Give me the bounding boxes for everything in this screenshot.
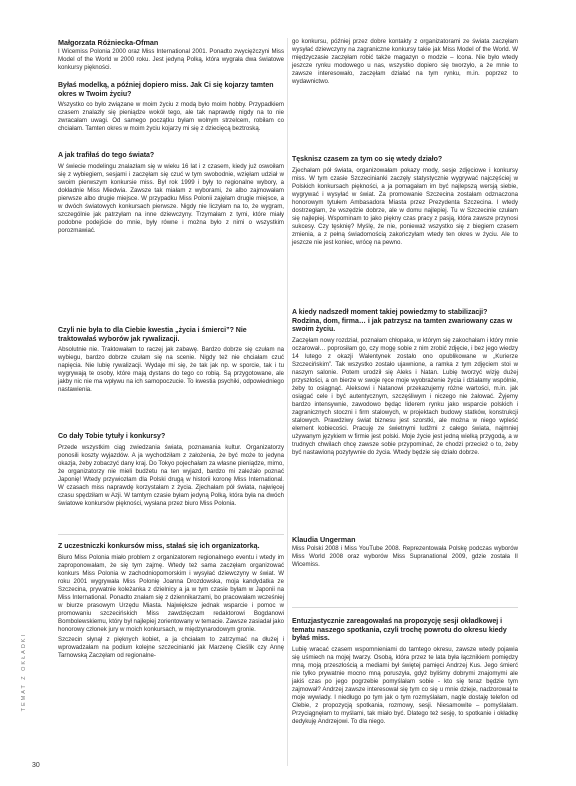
qa-block xyxy=(292,618,518,726)
interviewee-bio: I Wicemiss Polonia 2000 oraz Miss International 2001. Ponadto zwyciężczyni Miss Model of the World w 2000 roku. Jest jedyną Polką, która wygrała dwa światowe konkursy piękności. xyxy=(58,48,284,72)
question: Czyli nie była to dla Ciebie kwestia „życia i śmierci”? Nie traktowałaś wyborów jak rywalizacji. xyxy=(58,327,247,343)
page-number: 30 xyxy=(32,762,40,769)
divider xyxy=(58,534,284,535)
section-side-label: TEMAT Z OKŁADKI xyxy=(21,633,27,712)
answer: Zaczęłam nowy rozdział, poznałam chłopaka, w którym się zakochałam i który mnie oczarował… poprosiłam go, czy mogę sobie z nim zrobić zdjęcie, i bez jego wiedzy 14 lutego z okazji Walentynek zostało ono opublikowane w „Kurierze Szczecińskim”. Tak wszystko zostało ujawnione, a ramka z tym zdjęciem stoi w naszym salonie. Potem urodził się Aleks i Natan. Lubię tworzyć wizję dużej przyszłości, a on bierze w swoje ręce moje wyobrażenie życia i działamy wspólnie, żeby to osiągnąć. Aleksowi i Natanowi przekazujemy różne wartości, m.in. jak osiągać cele i być autentycznym, szczęśliwym i niczego nie żałować. Żyjemy bardzo intensywnie, zawodowo będąc liderem rynku jako wsparcie polskich i zagranicznych stoczni i firm stalowych, w projektach budowy statków, konstrukcji stalowych. Prawdziwy świat biznesu jest szorstki, ale można w niego wpleść element kobiecości. Pracuję ze świetnymi ludźmi z całego świata, najmniej używanym językiem w firmie jest polski. Moje życie jest jedną wielką przygodą, a w trudnych chwilach chcę zawsze sobie przypominać, że chodzi przecież o to, żeby być nastawioną pozytywnie do życia. Wtedy będzie się działo dobrze. xyxy=(292,336,518,457)
question: Entuzjastycznie zareagowałaś na propozycję sesji okładkowej i tematu naszego spotkania, czyli trochę powrotu do okresu kiedy byłaś miss. xyxy=(292,618,507,643)
answer: Wszystko co było związane w moim życiu z modą było moim hobby. Przypadkiem czasem znalazły się pieniądze wokół tego, ale tak naprawdę nigdy na to nie zwracałam uwagi. Od samego początku byłam wolnym strzelcem, robiłam co chciałam. Tamten okres w moim życiu kojarzy mi się z dziecięcą beztroską. xyxy=(58,101,284,133)
qa-block xyxy=(58,327,284,394)
interviewee-name: Małgorzata Różniecka-Ofman xyxy=(58,38,159,47)
answer: Absolutnie nie. Traktowałam to raczej jak zabawę. Bardzo dobrze się czułam na wybiegu, bardzo dobrze czułam się na scenie. Nigdy też nie chciałam czuć napięcia. Nie lubię rywalizacji. Wydaje mi się, że tak jak np. w sporcie, tak i tu wygrywają te osoby, które mają dystans do tego co robią. Są przygotowane, ale jakby nic nie ma wpływu na ich samopoczucie. To kwestia psychiki, odpowiedniego nastawienia. xyxy=(58,346,284,394)
question: Tęsknisz czasem za tym co się wtedy działo? xyxy=(292,156,443,163)
question: Co dały Tobie tytuły i konkursy? xyxy=(58,433,166,440)
profile-block xyxy=(292,535,518,569)
interviewee-bio: Miss Polski 2008 i Miss YouTube 2008. Reprezentowała Polskę podczas wyborów Miss World 2008 oraz wyborów Miss Supranational 2009, gdzie została II Wicemiss. xyxy=(292,545,518,569)
answer: Przede wszystkim ciąg zwiedzania świata, poznawania kultur. Organizatorzy ponosili koszty wyjazdów. A ja wychodziłam z założenia, że być może to jedyna okazja, żeby zobaczyć dany kraj. Do Tokyo pojechałam za własne pieniądze, mimo, że organizatorzy nie mieli budżetu na ten wyjazd, bardzo mi zależało poznać Japonię! Wtedy przywiozłam dla Polski drugą w historii koronę Miss International. W czasach miss naprawdę korzystałam z życia. Zjechałam pół świata, najwięcej czasu spędziłam w Azji. W tamtym czasie byłam jedyną Polką, która była na dwóch światowe konkursów piękności, wysłana przez biuro Miss Polonia. xyxy=(58,443,284,507)
answer: Biuro Miss Polonia miało problem z organizatorem regionalnego eventu i wtedy im zaproponowałam, że się tym zajmę. Wtedy też sama zaczęłam organizować konkurs Miss Polonia w zachodniopomorskim i wysyłać dziewczyny w świat. W roku 2001 wygrywała Miss Polonię Joanna Drozdowska, moja kandydatka ze Szczecina, prywatnie koleżanka z dzielnicy a ja w tym czasie byłam w Japonii na Miss International. Ponadto znałam się z dziennikarzami, bo pracowałam wcześniej w biurze prasowym Urzędu Miasta. Największe jednak wsparcie i pomoc w promowaniu szczecińskich Miss zawdzięczam redaktorowi Bogdanowi Bombolewskiemu, który był najlepiej zorientowany w temacie. Zawsze zasiadał jako honorowy członek jury w moich konkursach, w międzynarodowym gronie. xyxy=(58,553,284,634)
divider xyxy=(292,607,518,608)
answer: W świecie modelingu znalazłam się w wieku 16 lat i z czasem, kiedy już oswoiłam się z wybiegiem, sesjami i zaczęłam się czuć w tym swobodnie, wzięłam udział w swoim pierwszym konkursie miss. Był rok 1999 i były to regionalne wybory, a dokładnie Miss Miedwia. Zawsze tak miałam z wyborami, że albo zajmowałam pierwsze albo drugie miejsce. W przypadku Miss Polonii zajęłam drugie miejsce, a w dwóch światowych konkursach pierwsze. Nigdy nie liczyłam na to, że wygram, szczególnie jak patrzyłam na inne dziewczyny. Trzymałam z tymi, które miały podobne podejście do mnie, były równe i można było z nimi o wszystkim porozmawiać. xyxy=(58,162,284,234)
question: Byłaś modelką, a później dopiero miss. Jak Ci się kojarzy tamten okres w Twoim życiu? xyxy=(58,82,274,98)
answer: Zjechałam pół świata, organizowałam pokazy mody, sesje zdjęciowe i konkursy miss. W tym czasie Szczecinianki zaczęły statystycznie wygrywać najczęściej w Polskich konkursach piękności, a ja pomagałam im być najlepszą wersją siebie, wygrywać i wysyłać w świat. Za promowanie Szczecina zostałam odznaczona honorowym tytułem Ambasadora Miasta przez Prezydenta Szczecina. I wtedy dostrzegłam, że wszędzie dobrze, ale w domu najlepiej. Tu w Szczecinie czułam się najlepiej. Wspominam to jako piękny czas pracy z pasją, która zawsze przynosi sukcesy. Czy tęsknię? Myślę, że nie, ponieważ wszystko się z biegiem czasem zmienia, a z pełną świadomością zakończyłam wtedy ten okres w życiu. Ale to jeszcze nie jest koniec, wrócę na pewno. xyxy=(292,166,518,247)
answer-continuation xyxy=(292,38,518,86)
question: Z uczestniczki konkursów miss, stałaś się ich organizatorką. xyxy=(58,543,260,550)
qa-block xyxy=(292,309,518,457)
qa-block xyxy=(58,543,284,660)
question: A kiedy nadszedł moment takiej powiedzmy to stabilizacji? Rodzina, dom, firma… i jak patrzysz na tamten zwariowany czas w swoim życiu. xyxy=(292,309,513,334)
answer: Lubię wracać czasem wspomnieniami do tamtego okresu, zawsze wtedy pojawia się uśmiech na mojej twarzy. Osobą, która przez te lata była łącznikiem pomiędzy mną, moją przeszłością a mediami był świętej pamięci Andrzej Kus. Jego śmierć nie tylko prywatnie mocno mną poruszyła, gdyż byliśmy dobrymi znajomymi ale jakiś czas po jego pogrzebie pomyślałam sobie - kto się teraz będzie tym zajmował? Andrzej zawsze interesował się tym co się u mnie dzieje, nadzorował te moje wywiady. I niedługo po tym jak o tym rozmyślałam, nagle dostaję telefon od Clebie, z propozycją spotkania, rozmowy, sesji. Niesamowite – pomyślałam. Przyciągnęłam to myślami, tak miało być. Dlatego też sesję, to spotkanie i okładkę dedykuję Andrzejowi. To dla niego. xyxy=(292,645,518,726)
question: A jak trafiłaś do tego świata? xyxy=(58,152,155,159)
answer: go konkursu, później przez dobre kontakty z organizatorami ze świata zaczęłam wysyłać dziewczyny na zagraniczne konkursy takie jak Miss Model of the World. W międzyczasie zaczęłam robić także magazyn o modzie – Icona. Nie było wtedy jeszcze rynku modowego u nas, wszystko dopiero się tworzyło, a że mnie to zawsze interesowało, zaczęłam działać na tym rynku, m.in. poprzez to wydawnictwo. xyxy=(292,38,518,86)
profile-block xyxy=(58,38,284,72)
column-separator xyxy=(287,38,288,766)
qa-block xyxy=(58,82,284,133)
qa-block xyxy=(292,156,518,247)
qa-block xyxy=(58,152,284,235)
interviewee-name: Klaudia Ungerman xyxy=(292,535,356,544)
answer: Szczecin słynął z pięknych kobiet, a ja chciałam to zatrzymać na dłużej i wprowadzałam na podium kolejne szczecinianki jak Marzenę Cieślik czy Annę Tarnowską Zaczęłam od regionalne- xyxy=(58,636,284,660)
qa-block xyxy=(58,433,284,508)
